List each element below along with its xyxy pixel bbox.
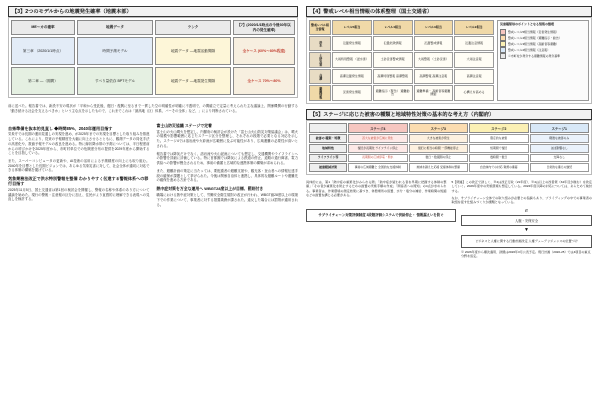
figure-3-panel [8,17,298,98]
box-group-left [306,209,456,258]
f5-cell-2-0: 長期間の広域停電・断水 [348,154,408,163]
figure-5 [306,109,592,175]
supply-chain-box: サプライチェーン対策評価制度 3段階評価システムで供給停止・ 情報漏えいを防ぐ [306,209,456,222]
f5-cell-3-1: 地域を越えた応援 受援体制の整備 [409,163,469,172]
fig3-rank-header: 【7】(2020/1/1時点の今後30年以内の発生確率) [233,20,295,35]
fig3-row-label-0: 第三章 （2020/1/1時点） [11,37,75,65]
f4-cell-3-3: 心構えを高める [454,85,494,101]
f5-stage-3: ステージ1 [530,123,590,133]
footnote: ※ 2026年度から順次適用、詳細は2026年3月公表予定。現行計画（2020-25）では4項目の重点分野を設定。 [461,249,591,258]
f4-row-header-4: 避難情報 [309,85,331,101]
f5-side-0: 被害の 種類・特徴 [309,134,347,143]
right-notes [306,180,447,197]
notes-left: 具体的には、第1「熱中症の重篤化がみられる際」「熱中症が疑われる者を早期に把握する体制の整備」「その者が重篤化を防止するための措置の実施手順の作成」「関係者への周知」の4点が求められる。事業者は、作業環境の測定結果に基づき、休憩場所の設置、水分・塩分の補給、作業時間の短縮などの措置を講じる必要がある。 [306,179,447,197]
fig3-col-header-0: MEーカの確率 [11,20,75,35]
fig3-model-1: すべり量依存 BPTモデル [77,67,153,95]
f5-cell-3-2: 自治体内での対応 資源の備蓄 [469,163,529,172]
f4-col-3: レベル2相当 [454,20,494,35]
f4-col-2: レベル3相当 [414,20,454,35]
fig3-data-0: 地震データ ―地震活動間隔 [155,37,231,65]
f5-corner [309,123,347,133]
f5-side-3: 被害軽減対策 [309,163,347,172]
legend-title: 災害種類毎のポイントとなる情報の整理 [500,22,555,27]
section-1-p1: また、スーパーコンピュータの更新や、AI技術の活用による予測精度の向上にも取り組む。2040年を目標とした長期ビジョンでは、あらゆる気象災害に対して、社会全体が適切に対応できる体制の構築を掲げている。 [8,158,150,173]
mid-section-heading-1: 富士山防災協議 ステージで定着 [156,122,212,128]
f4-cell-0-2: 氾濫警戒情報 [414,36,454,51]
section-1-p0: 気象庁では長期の運用見通しの実現を進め、が2025年までの実現を目標とした取り組みを推進している。これにより、従来の予報精度を大幅に向上させるとともに、観測データの同化手法の高度化や、数値予報モデルの改良を進める。特に線状降水帯の予測については、半日程度前からの呼びかけを2025年度から、市町村単位での危険度分布の提供を2029年度から開始することを目指している。 [8,132,150,156]
f4-cell-2-3: 高潮注意報 [454,69,494,84]
mid-section-1-p1: 報告書では降灰だけでなく、溶岩流や火山泥流についても想定し、交通機関やライフラインへの影響を詳細に評価している。特に首都圏では降灰による鉄道の停止、道路の通行障害、電力供給への影響が懸念されるため、事前の備蓄と広域的な連携体制の構築が求められる。 [156,151,298,166]
fig3-row-label-1: 第二章 ―（期間） [11,67,75,95]
f4-row-header-1: 洪水 [309,36,331,51]
fig3-col-header-2: ランク [155,20,231,35]
fig3-rank-1: 全ケース 70%～80% [233,67,295,95]
page-columns [8,6,592,401]
box-group-right [461,209,592,258]
left-two-col-text [8,123,298,208]
f5-cell-0-0: 甚大な被害が広域に発生 [348,134,408,143]
f5-cell-1-1: 復旧に相当の時間 一部機能停止 [409,144,469,153]
right-column [306,6,592,401]
legend-text-2: 警戒レベル3相当情報（高齢者等避難） [508,41,559,46]
f5-cell-0-2: 限定的な被害 [469,134,529,143]
f4-cell-1-3: 大雨注意報 [454,52,494,68]
notes-right-1: なお、サプライチェーン全体での取り組みが必要との指摘もあり、プライディングの中での事業者の取組を促す仕組みづくりが課題となっている。 [451,195,592,205]
right-bottom-area [306,180,592,205]
figure-4-legend [497,20,589,101]
legend-item [500,53,586,59]
left-intro [8,104,298,116]
f4-cell-2-1: 高潮特別警報 高潮警報 [373,69,413,84]
fig3-col-header-1: 地震データ [77,20,153,35]
f5-cell-1-0: 復旧が長期化 ライフライン停止 [348,144,408,153]
f5-cell-1-2: 短期間で復旧 [469,144,529,153]
f4-cell-1-0: 大雨特別警報 （浸水害） [332,52,372,68]
fig3-model-0: 時間予測モデル [77,37,153,65]
figure-4 [306,6,592,104]
f4-col-0: レベル5相当 [332,20,372,35]
f5-cell-1-3: ほぼ影響なし [530,144,590,153]
f4-cell-3-2: 避難準備・ 高齢者等避難開始 [414,85,454,101]
f4-cell-1-1: 土砂災害警戒情報 [373,52,413,68]
figure-4-table [309,20,494,101]
mid-section-2-p0: 職場における熱中症対策として、労働安全衛生規則の改正が行われ、WBGT値28度以上の環境下での作業について、事業者に対する措置義務が課された。違反した場合には罰則が適用される。 [156,193,298,207]
f5-cell-0-1: 大きな被害が発生 [409,134,469,143]
f4-cell-0-1: 氾濫危険情報 [373,36,413,51]
f4-cell-3-1: 避難指示（緊急） 避難勧告 [373,85,413,101]
f5-cell-0-3: 軽微な被害のみ [530,134,590,143]
right-notes-2 [452,180,593,205]
f4-corner: 警戒レベル相当情報 [309,20,331,35]
figure-3 [8,6,298,98]
left-column [8,6,298,401]
figure-5-title: 【5】ステージに応じた被害の種類と地域特性対策の基本的な考え方（内閣府） [306,109,592,120]
figure-5-panel [306,120,592,174]
f5-cell-2-1: 数日～数週間の停止 [409,154,469,163]
notes-right-0: 5【関連】この改正で詳しく、※2は改正行政（21年度）、※4は以上の改善策（34年目が進む）を改定していく。2026年度中の実施環境も想定している。2022年度以降の対応については、あらためて検討する。 [451,179,592,193]
f5-stage-1: ステージ3 [409,123,469,133]
legend-text-1: 警戒レベル4相当情報（避難指示・勧告） [508,35,562,40]
f4-col-1: レベル4相当 [373,20,413,35]
f4-cell-3-0: 災害発生情報 [332,85,372,101]
arrow-down-icon: ▼ [524,227,529,234]
f5-side-2: ライフライン等 [309,154,347,163]
figure-5-table [309,123,589,171]
f5-side-1: 地域特性 [309,144,347,153]
figure-4-panel [306,17,592,104]
human-rights-plan-box: ビジネスと人権に関する行動計画改定 人権デューデリジェンスの位置づけ [461,235,592,247]
f4-cell-0-3: 氾濫注意情報 [454,36,494,51]
it-label: IT [525,209,528,214]
fig3-rank-0: 全ケース (60%～80%程度) [233,37,295,65]
legend-swatch-icon [500,53,506,59]
f4-cell-2-0: 高潮氾濫発生情報 [332,69,372,84]
section-heading-2: 気象業務法改正で洪水特別警報を整備 わかりやすく伝達する警報体系への移行目指す [8,176,149,187]
section-heading-1: 自県準備を抜本的見直し ◆時間85%、2040年運用目指す [8,125,113,131]
fig3-data-1: 地震データ ―地震発生間隔 [155,67,231,95]
f5-stage-2: ステージ2 [469,123,529,133]
f5-stage-0: ステージ4 [348,123,408,133]
f5-cell-2-3: 支障なし [530,154,590,163]
legend-text-0: 警戒レベル5相当情報（災害発生情報） [508,29,559,34]
f4-row-header-2: 土砂災害 [309,52,331,68]
legend-text-3: 警戒レベル2相当情報（注意報） [508,47,551,52]
figure-4-title: 【4】警戒レベル相当情報の体系整理（国土交通省） [306,6,592,17]
f5-cell-3-0: 事前の広域避難と 全国的な支援体制 [348,163,408,172]
f4-cell-2-2: 高潮警報 高潮注意報 [414,69,454,84]
f4-cell-0-0: 氾濫発生情報 [332,36,372,51]
legend-text-4: ※市町村が発令する避難情報の発令基準 [508,53,561,58]
f5-cell-2-2: 数時間～数日 [469,154,529,163]
section-2-p0: 2025年11月5日、国土交通省は第1回の検討会を開催し、警報の名称や体系のあり方について議論を始めた。現行の警報・注意報の区分に加え、住民がより直感的に理解できる表現への見直しを検討する。 [8,187,150,202]
mid-section-heading-2: 熱中症対策を万全な運用へ WBGT28度以上が目標、罰則付き [156,186,264,192]
human-rights-tag: 人権・安保安全 [461,215,592,226]
intro-paragraph: 前に述べた。報告書では、新設不安の現状が「平和から受託後、復旧・復興に至るまで一貫した空の明確性が明確に不透明で、の間確立で定量に考えられた主な議論上、関係機関の行動する「動き続ける社会を支えるべきか」という主な点を示したもので、これまでこれは「最高地（区）体系、バーその全体」など、」により判断されている。 [8,104,298,113]
right-bottom-boxes [306,209,592,258]
mid-section-1-p0: 富士山の火山噴火を想定し、内閣府の検討会が設けた「富士山火山防災対策協議会」は、噴火の規模や影響範囲に応じたステージ区分を整理し、それぞれの段階で必要となる対応を示した。ステージ4では溶岩流や火砕流が広範囲に及ぶ可能性があり、広域避難の必要性が高いとされる。 [156,129,298,148]
f4-row-header-3: 高潮 [309,69,331,84]
figure-3-title: 【3】2つのモデルからの地震発生確率（地震本部） [8,6,298,17]
mid-section-1-p2: また、避難計画の策定に当たっては、要配慮者の避難支援や、観光客・登山者への情報伝達手段の確保が課題として挙げられた。今後は関係自治体と連携し、具体的な避難ルートや避難先の確保を進める方針である。 [156,168,298,183]
f4-cell-1-2: 大雨警報 （土砂災害） [414,52,454,68]
f5-cell-3-3: 日常的な備えの継続 [530,163,590,172]
